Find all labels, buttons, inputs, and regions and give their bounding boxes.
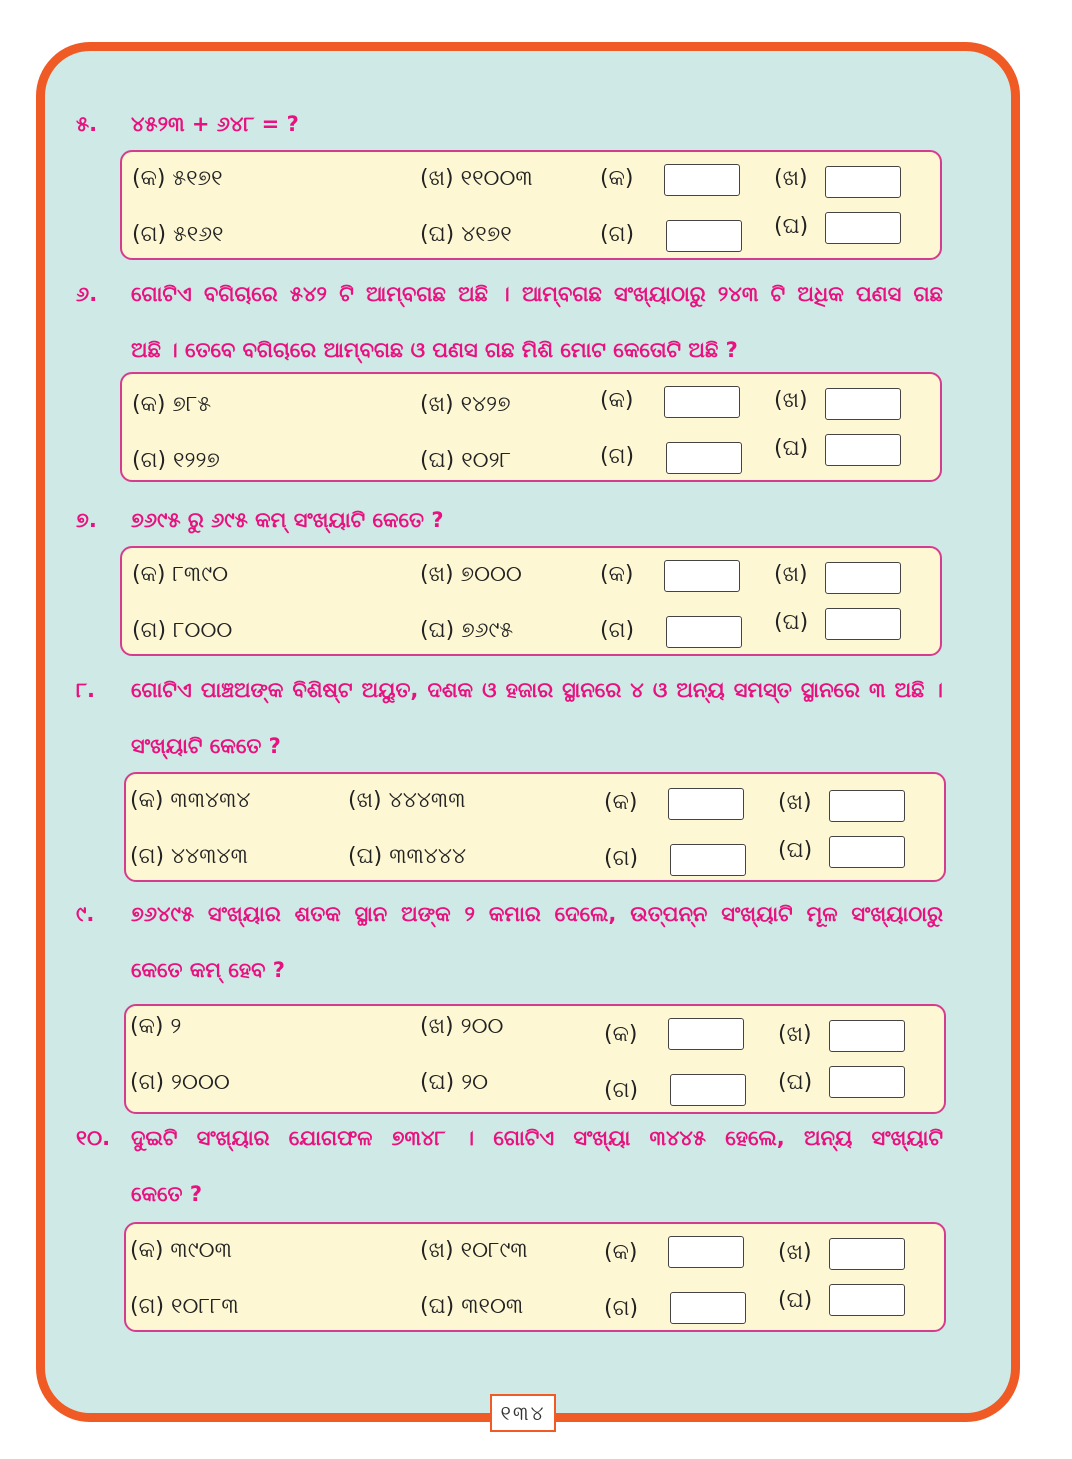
answer-label-gha: (ଘ)	[778, 1288, 813, 1313]
question-7-options-box	[120, 546, 942, 656]
answer-label-ka: (କ)	[604, 1240, 638, 1265]
answer-label-kha: (ଖ)	[778, 1240, 812, 1265]
option-gha: (ଘ) ୭୬୯୫	[420, 618, 514, 643]
answer-box-gha[interactable]	[829, 1284, 905, 1316]
answer-label-kha: (ଖ)	[778, 790, 812, 815]
option-ga: (ଗ) ୧୨୨୭	[132, 448, 220, 473]
option-kha: (ଖ) ୪୪୪୩୩	[348, 788, 466, 813]
answer-label-ga: (ଗ)	[604, 1078, 639, 1103]
question-6-text-line2: ଅଛି । ତେବେ ବଗିଚାରେ ଆମ୍ବଗଛ ଓ ପଣସ ଗଛ ମିଶି ମୋଟ କେତୋଟି ଅଛି ?	[131, 338, 738, 362]
answer-label-gha: (ଘ)	[778, 838, 813, 863]
answer-box-ga[interactable]	[666, 442, 742, 474]
answer-label-ga: (ଗ)	[600, 444, 635, 469]
option-gha: (ଘ) ୧୦୨୮	[420, 448, 512, 473]
answer-box-gha[interactable]	[825, 608, 901, 640]
question-10-text-line2: କେତେ ?	[131, 1182, 203, 1206]
answer-label-ka: (କ)	[604, 790, 638, 815]
answer-label-ga: (ଗ)	[604, 846, 639, 871]
option-ka: (କ) ୭୮୫	[132, 392, 212, 417]
answer-box-gha[interactable]	[829, 836, 905, 868]
question-6-options-box	[120, 372, 942, 482]
answer-label-ga: (ଗ)	[604, 1296, 639, 1321]
answer-label-ga: (ଗ)	[600, 618, 635, 643]
question-9-text-line2: କେତେ କମ୍ ହେବ ?	[131, 958, 285, 982]
question-7-number: ୭.	[76, 508, 97, 532]
answer-box-ka[interactable]	[668, 1236, 744, 1268]
answer-box-ka[interactable]	[664, 164, 740, 196]
question-9-options-box	[124, 1004, 946, 1114]
option-ka: (କ) ୮୩୯୦	[132, 562, 229, 587]
question-5-options-box	[120, 150, 942, 260]
option-kha: (ଖ) ୧୦୮୯୩	[420, 1238, 528, 1263]
answer-box-ga[interactable]	[670, 1074, 746, 1106]
option-gha: (ଘ) ୩୧୦୩	[420, 1294, 524, 1319]
option-kha: (ଖ) ୨୦୦	[420, 1014, 504, 1039]
answer-box-kha[interactable]	[829, 1020, 905, 1052]
question-5-text: ୪୫୨୩ + ୬୪୮ = ?	[131, 112, 299, 136]
answer-box-gha[interactable]	[825, 434, 901, 466]
answer-label-ga: (ଗ)	[600, 222, 635, 247]
answer-label-gha: (ଘ)	[774, 214, 809, 239]
option-ka: (କ) ୩୩୪୩୪	[130, 788, 251, 813]
answer-label-gha: (ଘ)	[774, 436, 809, 461]
answer-label-ka: (କ)	[600, 166, 634, 191]
answer-box-kha[interactable]	[829, 1238, 905, 1270]
question-5-number: ୫.	[76, 112, 98, 136]
option-ga: (ଗ) ୨୦୦୦	[130, 1070, 230, 1095]
answer-box-kha[interactable]	[825, 562, 901, 594]
answer-label-gha: (ଘ)	[774, 610, 809, 635]
question-6-number: ୬.	[76, 282, 98, 306]
answer-box-ka[interactable]	[664, 386, 740, 418]
option-gha: (ଘ) ୩୩୪୪୪	[348, 844, 467, 869]
answer-box-gha[interactable]	[829, 1066, 905, 1098]
option-ga: (ଗ) ୫୧୬୧	[132, 222, 224, 247]
option-gha: (ଘ) ୪୧୭୧	[420, 222, 512, 247]
question-7-text: ୭୬୯୫ ରୁ ୬୯୫ କମ୍ ସଂଖ୍ୟାଟି କେତେ ?	[131, 508, 444, 532]
answer-box-kha[interactable]	[829, 790, 905, 822]
option-ka: (କ) ୩୯୦୩	[130, 1238, 232, 1263]
question-8-number: ୮.	[76, 678, 95, 702]
option-gha: (ଘ) ୨୦	[420, 1070, 489, 1095]
answer-box-kha[interactable]	[825, 166, 901, 198]
answer-label-ka: (କ)	[600, 388, 634, 413]
question-8-options-box	[124, 772, 946, 882]
option-ka: (କ) ୫୧୭୧	[132, 166, 223, 191]
question-9-text-line1: ୭୬୪୯୫ ସଂଖ୍ୟାର ଶତକ ସ୍ଥାନ ଅଙ୍କ ୨ କମାର ଦେଲେ, ଉତ୍ପନ୍ନ ସଂଖ୍ୟାଟି ମୂଳ ସଂଖ୍ୟାଠାରୁ	[131, 902, 943, 926]
option-ka: (କ) ୨	[130, 1014, 182, 1039]
option-kha: (ଖ) ୧୧୦୦୩	[420, 166, 533, 191]
question-8-text-line1: ଗୋଟିଏ ପାଞ୍ଚଅଙ୍କ ବିଶିଷ୍ଟ ଅୟୁତ, ଦଶକ ଓ ହଜାର ସ୍ଥାନରେ ୪ ଓ ଅନ୍ୟ ସମସ୍ତ ସ୍ଥାନରେ ୩ ଅଛି ।	[131, 678, 943, 702]
question-6-text-line1: ଗୋଟିଏ ବଗିଚାରେ ୫୪୨ ଟି ଆମ୍ବଗଛ ଅଛି । ଆମ୍ବଗଛ ସଂଖ୍ୟାଠାରୁ ୨୪୩ ଟି ଅଧିକ ପଣସ ଗଛ	[131, 282, 943, 306]
answer-label-kha: (ଖ)	[778, 1022, 812, 1047]
answer-label-ka: (କ)	[600, 562, 634, 587]
option-ga: (ଗ) ୪୪୩୪୩	[130, 844, 248, 869]
answer-box-ga[interactable]	[666, 616, 742, 648]
answer-box-kha[interactable]	[825, 388, 901, 420]
page-number: ୧୩୪	[490, 1394, 556, 1432]
answer-label-kha: (ଖ)	[774, 388, 808, 413]
answer-box-ga[interactable]	[666, 220, 742, 252]
question-10-options-box	[124, 1222, 946, 1332]
answer-label-ka: (କ)	[604, 1022, 638, 1047]
answer-box-gha[interactable]	[825, 212, 901, 244]
question-8-text-line2: ସଂଖ୍ୟାଟି କେତେ ?	[131, 734, 281, 758]
answer-box-ka[interactable]	[668, 788, 744, 820]
answer-label-gha: (ଘ)	[778, 1070, 813, 1095]
option-kha: (ଖ) ୭୦୦୦	[420, 562, 522, 587]
option-ga: (ଗ) ୧୦୮୮୩	[130, 1294, 239, 1319]
option-ga: (ଗ) ୮୦୦୦	[132, 618, 233, 643]
answer-box-ka[interactable]	[668, 1018, 744, 1050]
answer-box-ka[interactable]	[664, 560, 740, 592]
answer-box-ga[interactable]	[670, 1292, 746, 1324]
answer-label-kha: (ଖ)	[774, 166, 808, 191]
option-kha: (ଖ) ୧୪୨୭	[420, 392, 511, 417]
question-10-text-line1: ଦୁଇଟି ସଂଖ୍ୟାର ଯୋଗଫଳ ୭୩୪୮ । ଗୋଟିଏ ସଂଖ୍ୟା ୩୪୪୫ ହେଲେ, ଅନ୍ୟ ସଂଖ୍ୟାଟି	[131, 1126, 943, 1150]
question-10-number: ୧୦.	[76, 1126, 111, 1150]
question-9-number: ୯.	[76, 902, 95, 926]
answer-label-kha: (ଖ)	[774, 562, 808, 587]
answer-box-ga[interactable]	[670, 844, 746, 876]
